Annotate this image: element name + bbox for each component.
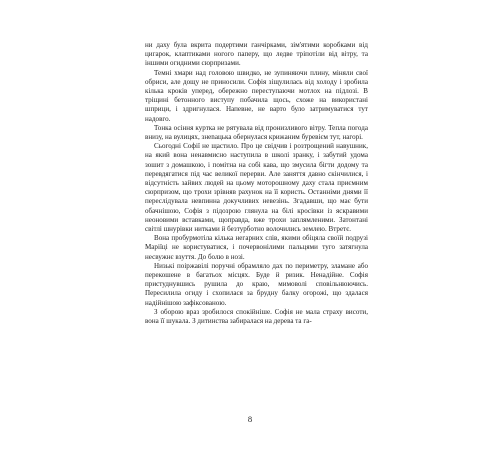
paragraph-1: ни даху була вкрита подертими ганчірками, зім'ятими коробками від цигарок, клаптиками ногого паперу, що ледве тріпотіли від вітру, та іншими огидними сюрпризами. <box>145 41 368 68</box>
page-number: 8 <box>247 414 253 424</box>
paragraph-4: Сьогодні Софії не щастило. Про це свідчив і розтрощений навушник, на який вона ненавмисно наступила в школі зранку, і забутий удома зошит з домашкою, і помітна на собі кава, що змусила бігти додому та перевдягатися під час великої перерви. Але заняття давно скінчилися, і відсутність зайвих людей на цьому моторошному даху стала приємним сюрпризом, що трохи зрівняв рахунок на її користь. Останніми днями її переслідувала невпинна докучливих невезінь. Згадавши, що має бути обачнішою, Софія з підозрою глянула на білі кросівки із яскравими неоновими вставками, щоправда, вже трохи заплямленими. Затонтані світлі шнурівки нитками й безтурботно волочились землею. Втретє. <box>145 142 368 234</box>
paragraph-7: З оборою враз зробилося спокійніше. Софія не мала страху висоти, вона її шукала. З дитинства забиралася на дерева та га- <box>145 307 368 326</box>
paragraph-2: Темні хмари над головою швидко, не зупиняючи плину, міняли свої обриси, але дощу не приносили. Софія зіщулилась від холоду і зробила кілька кроків уперед, обережно переступаючи мотлох на підлозі. В тріщині бетонного виступу побачила щось, схоже на використані шприци, і здригнулася. Напевне, не варто було затримуватися тут надовго. <box>145 68 368 123</box>
body-text <box>145 41 368 326</box>
paragraph-3: Тонка осіння куртка не рятувала від пронизливого вітру. Тепла погода внизу, на вулицях, знenацька обернулася крижаним буревієм тут, нагорі. <box>145 123 368 142</box>
paragraph-5: Вона пробурмотіла кілька негарних слів, якими обіцяла своїй подрузі Маріїці не користуватися, і почервонілими пальцями туго затягнула несвужнє взуття. До болю в нозі. <box>145 234 368 261</box>
paragraph-6: Низькі поіржавілі поручні обрамляло дах по периметру, зламане або перекошене в багатьох місцях. Буде й ризик. Ненадійне. Софія пристуднувшись рушила до краю, мимоволі сповільнюючись. Пересилила огиду і схопилася за брудну балку огорожі, що здалася надійнішою зафіксованою. <box>145 261 368 307</box>
